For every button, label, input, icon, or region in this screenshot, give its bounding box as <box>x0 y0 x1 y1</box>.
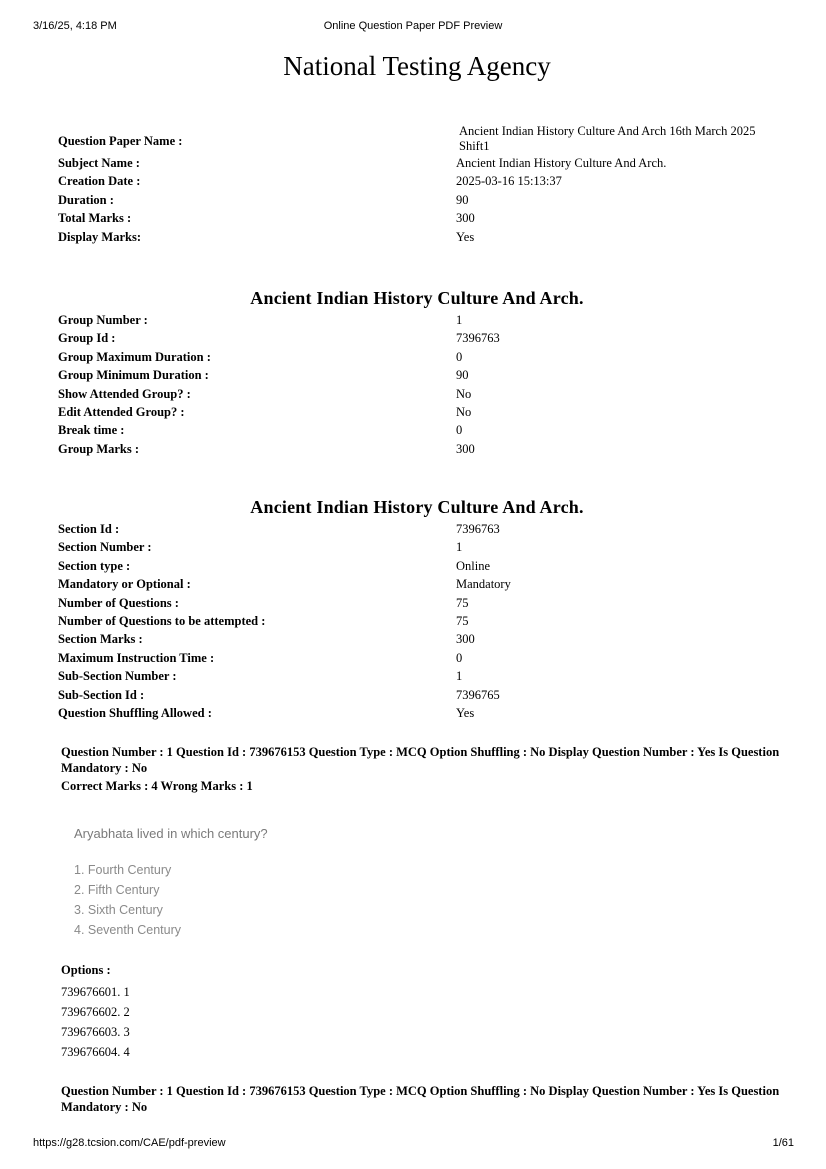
info-value: Yes <box>456 229 475 244</box>
group-row <box>58 366 778 384</box>
section-title: Ancient Indian History Culture And Arch. <box>250 497 584 517</box>
info-label: Question Paper Name : <box>58 133 183 148</box>
section-row <box>58 538 778 556</box>
group-value: 300 <box>456 441 475 456</box>
info-row <box>58 124 778 154</box>
section-label: Question Shuffling Allowed : <box>58 706 212 721</box>
info-value: 2025-03-16 15:13:37 <box>456 174 562 189</box>
section-info-table <box>58 520 778 722</box>
info-value: Ancient Indian History Culture And Arch 16th March 2025 Shift1 <box>459 124 756 153</box>
section-row <box>58 594 778 612</box>
question-marks: Correct Marks : 4 Wrong Marks : 1 <box>61 779 253 793</box>
section-value: 75 <box>456 614 469 629</box>
question-meta: Question Number : 1 Question Id : 739676153 Question Type : MCQ Option Shuffling : No Display Question Number : Yes Is Question Mandatory : No <box>61 745 780 775</box>
section-value: Online <box>456 558 491 573</box>
choice-item: 4. Seventh Century <box>74 923 182 937</box>
section-value: 0 <box>456 650 463 665</box>
group-value: 1 <box>456 313 463 327</box>
info-row <box>58 228 778 246</box>
group-row <box>58 348 778 366</box>
section-value: 1 <box>456 540 463 555</box>
option-item: 739676603. 3 <box>61 1025 130 1039</box>
section-row <box>58 686 778 704</box>
page-number: 1/61 <box>772 1137 794 1149</box>
group-row <box>58 403 778 421</box>
options-list <box>61 962 130 1062</box>
group-value: 90 <box>456 368 469 383</box>
group-row <box>58 311 778 329</box>
group-row <box>58 329 778 347</box>
info-row <box>58 191 778 209</box>
section-value: 7396763 <box>456 522 500 536</box>
option-item: 739676601. 1 <box>61 985 130 999</box>
group-label: Group Maximum Duration : <box>58 349 211 364</box>
option-item: 739676602. 2 <box>61 1005 130 1019</box>
info-label: Display Marks: <box>58 229 141 244</box>
section-label: Section type : <box>58 558 131 573</box>
section-row <box>58 667 778 685</box>
options-label: Options : <box>61 963 111 977</box>
info-value: Ancient Indian History Culture And Arch. <box>456 156 667 170</box>
info-label: Duration : <box>58 192 114 207</box>
section-row <box>58 575 778 593</box>
info-label: Total Marks : <box>58 211 132 226</box>
section-label: Sub-Section Id : <box>58 687 145 702</box>
section-value: 300 <box>456 632 475 647</box>
section-label: Mandatory or Optional : <box>58 577 191 592</box>
group-label: Group Marks : <box>58 441 140 456</box>
section-value: 1 <box>456 669 463 684</box>
group-value: No <box>456 386 472 401</box>
section-label: Number of Questions to be attempted : <box>58 614 266 629</box>
browser-header-title: Online Question Paper PDF Preview <box>323 20 503 32</box>
choice-item: 1. Fourth Century <box>74 863 172 877</box>
info-label: Subject Name : <box>58 156 140 170</box>
section-label: Section Id : <box>58 522 120 536</box>
info-row <box>58 209 778 227</box>
choice-item: 3. Sixth Century <box>74 903 163 917</box>
info-value: 300 <box>456 211 475 226</box>
group-value: 7396763 <box>456 331 500 346</box>
group-value: No <box>456 405 472 420</box>
section-row <box>58 649 778 667</box>
question-1-header <box>61 744 781 794</box>
option-item: 739676604. 4 <box>61 1045 130 1059</box>
question-1-image <box>74 826 268 940</box>
group-row <box>58 421 778 439</box>
section-row <box>58 612 778 630</box>
group-row <box>58 385 778 403</box>
group-label: Group Minimum Duration : <box>58 368 209 383</box>
question-text: Aryabhata lived in which century? <box>74 826 268 841</box>
group-label: Edit Attended Group? : <box>58 405 185 420</box>
section-value: Mandatory <box>456 577 511 592</box>
section-label: Number of Questions : <box>58 595 179 610</box>
group-value: 0 <box>456 423 463 438</box>
browser-header-datetime: 3/16/25, 4:18 PM <box>33 20 117 32</box>
section-value: Yes <box>456 706 475 721</box>
section-row <box>58 630 778 648</box>
group-label: Break time : <box>58 423 125 438</box>
section-value: 7396765 <box>456 687 500 702</box>
paper-info-table <box>58 124 778 246</box>
section-label: Section Marks : <box>58 632 143 647</box>
question-2-header <box>61 1083 781 1115</box>
section-row <box>58 557 778 575</box>
section-label: Sub-Section Number : <box>58 669 177 684</box>
group-section-title: Ancient Indian History Culture And Arch. <box>250 288 584 308</box>
group-label: Group Number : <box>58 313 148 327</box>
section-row <box>58 520 778 538</box>
choice-item: 2. Fifth Century <box>74 883 160 897</box>
group-info-table <box>58 311 778 458</box>
section-label: Maximum Instruction Time : <box>58 650 215 665</box>
info-label: Creation Date : <box>58 174 141 189</box>
group-value: 0 <box>456 349 463 364</box>
group-label: Show Attended Group? : <box>58 386 191 401</box>
section-row <box>58 704 778 722</box>
section-label: Section Number : <box>58 540 152 555</box>
info-value: 90 <box>456 192 469 207</box>
group-label: Group Id : <box>58 331 116 346</box>
section-value: 75 <box>456 595 469 610</box>
info-row <box>58 154 778 172</box>
question-meta: Question Number : 1 Question Id : 739676153 Question Type : MCQ Option Shuffling : No Display Question Number : Yes Is Question Mandatory : No <box>61 1084 780 1114</box>
info-row <box>58 172 778 190</box>
browser-footer-url: https://g28.tcsion.com/CAE/pdf-preview <box>33 1137 226 1149</box>
page-title: National Testing Agency <box>283 51 551 81</box>
group-row <box>58 440 778 458</box>
